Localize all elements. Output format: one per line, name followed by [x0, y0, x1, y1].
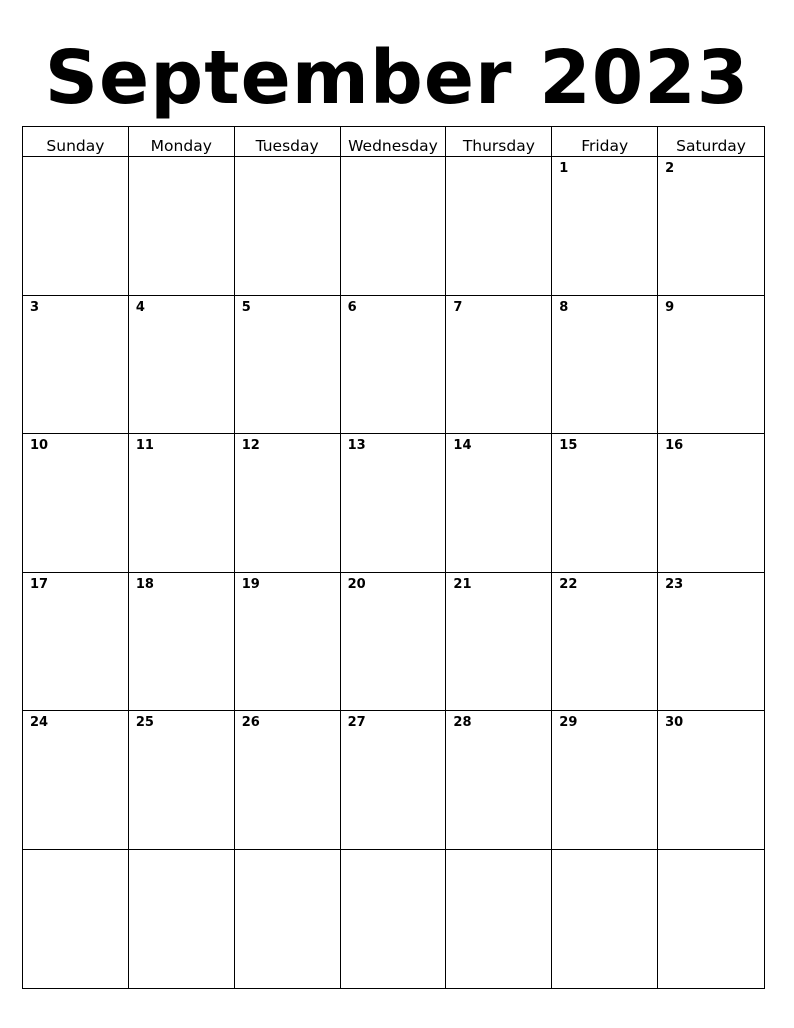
day-number: 23 — [665, 576, 684, 592]
day-cell[interactable] — [23, 711, 129, 850]
day-number: 11 — [135, 438, 154, 453]
day-cell[interactable] — [341, 573, 447, 712]
day-number: 20 — [347, 576, 366, 592]
weekday-header-tuesday: Tuesday — [235, 127, 341, 157]
day-number: 10 — [30, 438, 49, 453]
day-number: 15 — [559, 438, 578, 453]
day-number: 4 — [135, 299, 145, 315]
day-number: 26 — [241, 715, 260, 730]
day-cell[interactable] — [341, 434, 447, 573]
day-cell[interactable] — [23, 573, 129, 712]
calendar-grid — [22, 126, 765, 989]
day-cell[interactable] — [129, 573, 235, 712]
day-cell[interactable] — [446, 711, 552, 850]
day-cell[interactable] — [235, 157, 341, 296]
day-number: 3 — [30, 299, 40, 315]
day-number: 6 — [347, 299, 357, 315]
day-number: 18 — [135, 576, 154, 592]
day-cell[interactable] — [552, 157, 658, 296]
day-cell[interactable] — [552, 434, 658, 573]
day-cell[interactable] — [341, 711, 447, 850]
day-cell[interactable] — [446, 296, 552, 435]
day-cell[interactable] — [129, 850, 235, 989]
day-number: 12 — [241, 438, 260, 453]
day-cell[interactable] — [235, 573, 341, 712]
calendar-title: September 2023 — [44, 35, 750, 121]
day-number: 30 — [665, 715, 684, 730]
day-number: 7 — [453, 299, 463, 315]
day-number: 9 — [665, 299, 675, 315]
day-number: 1 — [559, 161, 569, 176]
day-cell[interactable] — [446, 573, 552, 712]
weekday-header-sunday: Sunday — [23, 127, 129, 157]
day-cell[interactable] — [235, 296, 341, 435]
weekday-header-row — [23, 127, 764, 157]
day-cell[interactable] — [235, 711, 341, 850]
day-number: 22 — [559, 576, 578, 592]
day-cell[interactable] — [552, 296, 658, 435]
day-number: 17 — [30, 576, 49, 592]
day-cell[interactable] — [658, 157, 764, 296]
day-cell[interactable] — [446, 850, 552, 989]
day-number: 2 — [665, 161, 675, 176]
day-number: 8 — [559, 299, 569, 315]
day-number: 29 — [559, 715, 578, 730]
day-cell[interactable] — [552, 573, 658, 712]
day-cell[interactable] — [658, 434, 764, 573]
day-number: 28 — [453, 715, 472, 730]
day-cell[interactable] — [235, 850, 341, 989]
day-cell[interactable] — [552, 711, 658, 850]
day-grid — [23, 157, 764, 988]
weekday-header-wednesday: Wednesday — [341, 127, 447, 157]
day-number: 13 — [347, 438, 366, 453]
day-cell[interactable] — [658, 573, 764, 712]
day-cell[interactable] — [341, 157, 447, 296]
day-number: 27 — [347, 715, 366, 730]
day-cell[interactable] — [129, 157, 235, 296]
day-cell[interactable] — [235, 434, 341, 573]
day-number: 25 — [135, 715, 154, 730]
day-cell[interactable] — [23, 157, 129, 296]
day-cell[interactable] — [129, 711, 235, 850]
day-cell[interactable] — [129, 434, 235, 573]
day-number: 16 — [665, 438, 684, 453]
day-number: 21 — [453, 576, 472, 592]
day-cell[interactable] — [341, 850, 447, 989]
weekday-header-monday: Monday — [129, 127, 235, 157]
weekday-header-friday: Friday — [552, 127, 658, 157]
day-cell[interactable] — [23, 296, 129, 435]
day-cell[interactable] — [341, 296, 447, 435]
weekday-header-thursday: Thursday — [446, 127, 552, 157]
day-cell[interactable] — [658, 850, 764, 989]
day-number: 24 — [30, 715, 49, 730]
day-cell[interactable] — [658, 296, 764, 435]
day-cell[interactable] — [129, 296, 235, 435]
day-cell[interactable] — [552, 850, 658, 989]
day-number: 19 — [241, 576, 260, 592]
weekday-header-saturday: Saturday — [676, 137, 746, 155]
day-cell[interactable] — [658, 711, 764, 850]
day-cell[interactable] — [23, 434, 129, 573]
day-cell[interactable] — [446, 434, 552, 573]
day-number: 5 — [241, 299, 251, 315]
day-number: 14 — [453, 438, 472, 453]
day-cell[interactable] — [23, 850, 129, 989]
day-cell[interactable] — [446, 157, 552, 296]
